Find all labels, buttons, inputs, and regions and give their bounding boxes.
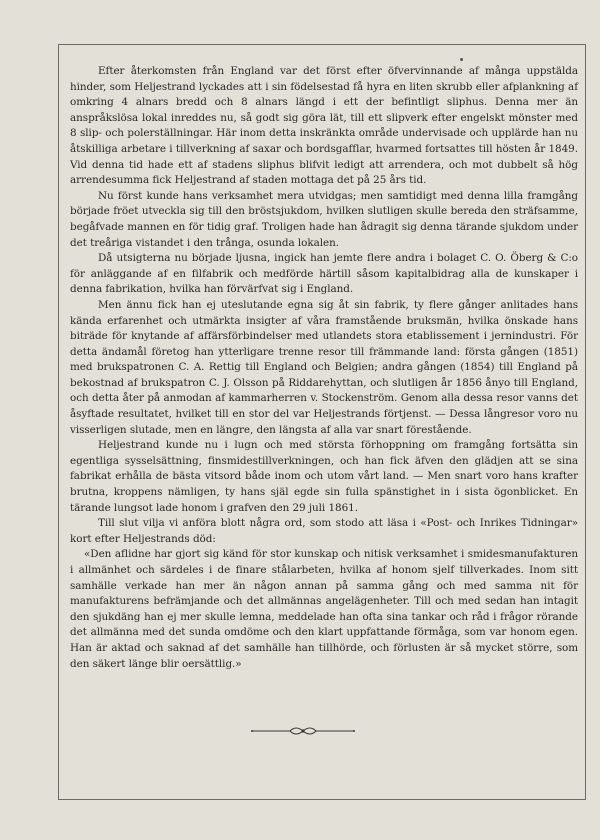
- paragraph-quote-intro: Till slut vilja vi anföra blott några ord, som stodo att läsa i «Post- och Inrikes Tidningar» kort efter Heljestrands död:: [70, 517, 578, 545]
- paragraph-workshop: Efter återkomsten från England var det först efter öfvervinnande af många uppstälda hinder, som Heljestrand lyckades att i sin födelsestad få hyra en liten skrubb eller afplankning af omkring 4 alnars bredd och 8 alnars längd i ett der befintligt sliphus. Denna mer än anspråkslösa lokal inreddes nu, så godt sig göra lät, till ett slipverk efter engelskt mönster med 8 slip- och polerställningar. Här inom detta inskränkta område undervisade och upplärde han nu åtskilliga arbetare i tillverkning af saxar och bordsgafflar, hvarmed fortsattes till hösten år 1849. Vid denna tid hade ett af stadens sliphus blifvit ledigt att arrendera, och mot dubbelt så hög arrendesumma fick Heljestrand af staden mottaga det på 25 års tid.: [70, 65, 578, 187]
- paragraph-obituary-quote: «Den aflidne har gjort sig känd för stor kunskap och nitisk verksamhet i smidesmanufakturen i allmänhet och särdeles i de finare stålarbeten, hvilka af honom sjelf tillverkades. Inom sitt samhälle verkade han mer än någon annan på samma gång och med samma nit för manufakturens befrämjande och det allmännas angelägenheter. Till och med sedan han intagit den sjukdäng han ej mer skulle lemna, meddelade han ofta sina tankar och råd i frågor rörande det allmänna med det sunda omdöme och den klart uppfattande förmåga, som var honom egen. Han är aktad och saknad af det samhälle han tillhörde, och förlusten är så mycket större, som den säkert länge blir oersättlig.»: [70, 548, 578, 670]
- paragraph-company: Då utsigterna nu började ljusna, ingick han jemte flere andra i bolaget C. O. Öberg & C:o för anläggande af en filfabrik och medförde härtill såsom kapitalbidrag alla de kunskaper i denna fabrikation, hvilka han förvärfvat sig i England.: [70, 252, 578, 296]
- body-text: [70, 64, 578, 672]
- paragraph-death: Heljestrand kunde nu i lugn och med största förhoppning om framgång fortsätta sin egentliga sysselsättning, finsmidestillverkningen, och han fick äfven den glädjen att se sina fabrikat erhålla de bästa vitsord både inom och utom vårt land. — Men snart voro hans krafter brutna, kroppens nämligen, ty hans själ egde sin fulla spänstighet in i sista ögonblicket. En tärande lungsot lade honom i grafven den 29 juli 1861.: [70, 439, 578, 514]
- paragraph-illness: Nu först kunde hans verksamhet mera utvidgas; men samtidigt med denna lilla framgång började fröet utveckla sig till den bröstsjukdom, hvilken slutligen skulle bereda den sträfsamme, begåfvade mannen en för tidig graf. Troligen hade han ådragit sig denna tärande sjukdom under det treåriga vistandet i den trånga, osunda lokalen.: [70, 189, 578, 249]
- ornament-divider-icon: [250, 724, 356, 738]
- paragraph-journeys: Men ännu fick han ej uteslutande egna sig åt sin fabrik, ty flere gånger anlitades hans kända erfarenhet och utmärkta insigter af våra framstående bruksmän, hvilka önskade hans biträde för knytande af affärsförbindelser med utlandets stora etablissement i jernindustri. För detta ändamål företog han ytterligare trenne resor till främmande land: första gången (1851) med brukspatronen C. A. Rettig till England och Belgien; andra gången (1854) till England på bekostnad af brukspatron C. J. Olsson på Riddarehyttan, och slutligen år 1856 ånyo till England, och detta åter på anmodan af kammarherren v. Stockenström. Genom alla dessa resor vanns det åsyftade resultatet, hvilket till en stor del var Heljestrands förtjenst. — Dessa långresor voro nu visserligen slutade, men en längre, den längsta af alla var snart förestående.: [70, 298, 578, 436]
- ink-spot: [460, 58, 463, 61]
